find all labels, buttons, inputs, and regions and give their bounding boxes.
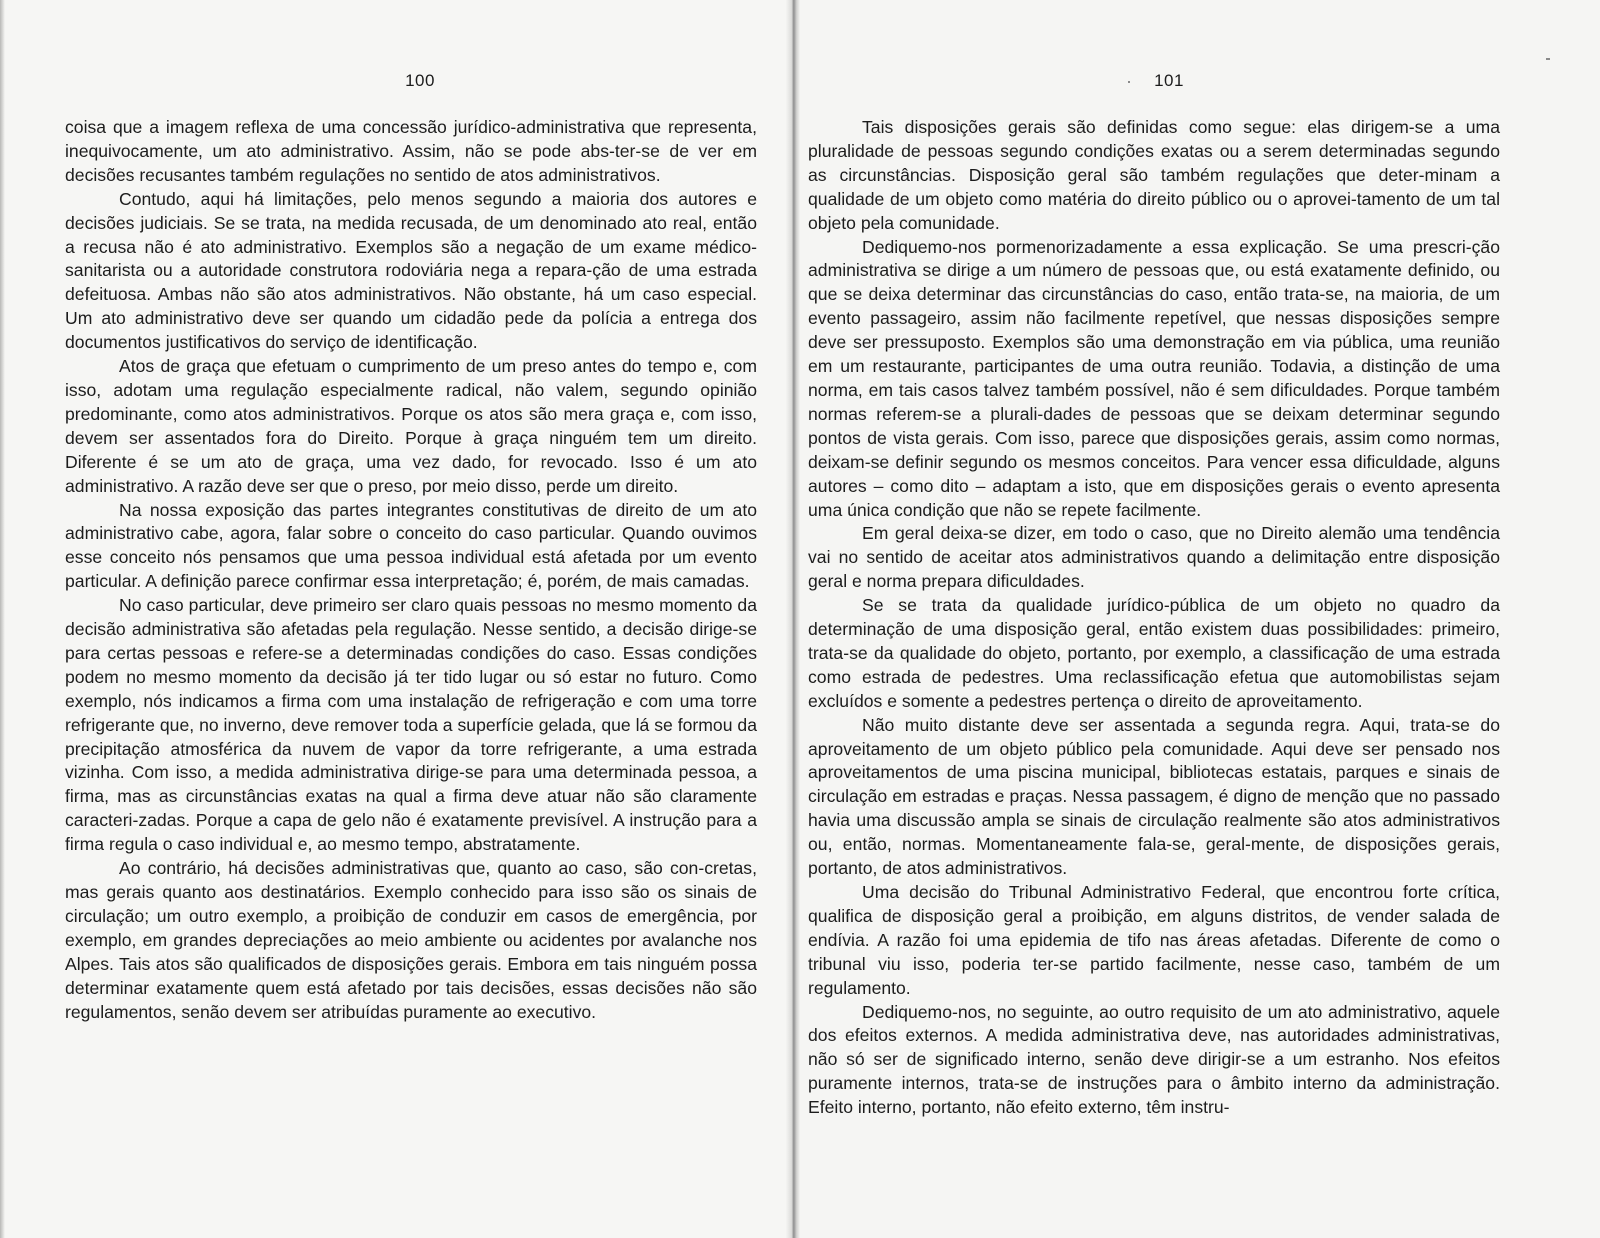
paragraph: No caso particular, deve primeiro ser claro quais pessoas no mesmo momento da decisão administrativa são afetadas pela regulação. Nesse sentido, a decisão dirige-se para certas pessoas e refere-se a determinadas condições do caso. Essas condições podem no mesmo momento da decisão já ter tido lugar ou só estar no futuro. Como exemplo, nós indicamos a firma com uma instalação de refrigeração e com uma torre refrigerante que, no inverno, deve remover toda a superfície gelada, que lá se formou da precipitação atmosférica da nuvem de vapor da torre refrigerante, a uma estrada vizinha. Com isso, a medida administrativa dirige-se para uma determinada pessoa, a firma, mas as circunstâncias exatas na qual a firma deve atuar não são claramente caracteri-zadas. Porque a capa de gelo não é exatamente previsível. A instrução para a firma regula o caso individual e, ao mesmo tempo, abstratamente.: [65, 595, 757, 855]
left-page-number: 100: [405, 71, 435, 90]
paragraph: Tais disposições gerais são definidas como segue: elas dirigem-se a uma pluralidade de pessoas segundo condições exatas ou a serem determinadas segundo as circunstâncias. Disposição geral são também regulações que deter-minam a qualidade de um objeto como matéria do direito público ou o aprovei-tamento de um tal objeto pela comunidade.: [808, 117, 1500, 233]
right-page-text: [808, 116, 1500, 1120]
scan-speck: [1546, 58, 1550, 60]
right-page-number: 101: [1154, 71, 1184, 90]
book-gutter: [786, 0, 800, 1238]
paragraph: Em geral deixa-se dizer, em todo o caso, que no Direito alemão uma tendência vai no sentido de aceitar atos administrativos quando a delimitação entre disposição geral e norma prepara dificuldades.: [808, 523, 1500, 592]
paragraph: Na nossa exposição das partes integrantes constitutivas de direito de um ato administrativo cabe, agora, falar sobre o conceito do caso particular. Quando ouvimos esse conceito nós pensamos que uma pessoa individual está afetada por um evento particular. A definição parece confirmar essa interpretação; é, porém, de mais camadas.: [65, 499, 757, 592]
paragraph: Uma decisão do Tribunal Administrativo Federal, que encontrou forte crítica, qualifica de disposição geral a proibição, em alguns distritos, de vender salada de endívia. A razão foi uma epidemia de tifo nas áreas afetadas. Diferente de como o tribunal viu isso, poderia ter-se partido facilmente, nesse caso, também de um regulamento.: [808, 882, 1500, 998]
paragraph: Se se trata da qualidade jurídico-pública de um objeto no quadro da determinação de uma disposição geral, então existem duas possibilidades: primeiro, trata-se da qualidade do objeto, portanto, por exemplo, a classificação de uma estrada como estrada de pedestres. Uma reclassificação efetua que automobilistas sejam excluídos e somente a pedestres pertença o direito de aproveitamento.: [808, 595, 1500, 711]
paragraph: Dediquemo-nos pormenorizadamente a essa explicação. Se uma prescri-ção administrativa se dirige a um número de pessoas que, ou está exatamente definido, ou que se deixa determinar das circunstâncias do caso, então trata-se, na maioria, de um evento passageiro, assim não facilmente repetível, que nessas disposições sempre deve ser pressuposto. Exemplos são uma demonstração em via pública, uma reunião em um restaurante, participantes de uma outra reunião. Todavia, a distinção de uma norma, em tais casos talvez também possível, não é sem dificuldades. Porque também normas referem-se a plurali-dades de pessoas que se deixam determinar segundo pontos de vista gerais. Com isso, parece que disposições gerais, assim como normas, deixam-se definir segundo os mesmos conceitos. Para vencer essa dificuldade, alguns autores – como dito – adaptam a isto, que em disposições gerais o evento apresenta uma única condição que não se repete facilmente.: [808, 236, 1500, 520]
paragraph: Contudo, aqui há limitações, pelo menos segundo a maioria dos autores e decisões judiciais. Se se trata, na medida recusada, de um denominado ato real, então a recusa não é ato administrativo. Exemplos são a negação de um exame médico-sanitarista ou a autoridade construtora rodoviária nega a repara-ção de uma estrada defeituosa. Ambas não são atos administrativos. Não obstante, há um caso especial. Um ato administrativo deve ser quando um cidadão pede da polícia a entrega dos documentos justificativos do serviço de identificação.: [65, 188, 757, 353]
paragraph: coisa que a imagem reflexa de uma concessão jurídico-administrativa que representa, inequivocamente, um ato administrativo. Assim, não se pode abs-ter-se de ver em decisões recusantes também regulações no sentido de atos administrativos.: [65, 117, 757, 185]
scan-speck: [1128, 81, 1130, 83]
paragraph: Ao contrário, há decisões administrativas que, quanto ao caso, são con-cretas, mas gerais quanto aos destinatários. Exemplo conhecido para isso são os sinais de circulação; um outro exemplo, a proibição de conduzir em casos de emergência, por exemplo, em grandes depreciações ao meio ambiente ou acidentes por avalanche nos Alpes. Tais atos são qualificados de disposições gerais. Embora em tais ninguém possa determinar exatamente quem está afetado por tais decisões, essas decisões não são regulamentos, senão devem ser atribuídas puramente ao executivo.: [65, 858, 757, 1022]
paragraph: Não muito distante deve ser assentada a segunda regra. Aqui, trata-se do aproveitamento de um objeto público pela comunidade. Aqui deve ser pensado nos aproveitamentos de uma piscina municipal, bibliotecas estatais, parques e sinais de circulação em estradas e praças. Nessa passagem, é digno de menção que no passado havia uma discussão ampla se sinais de circulação realmente são atos administrativos ou, então, normas. Momentaneamente fala-se, geral-mente, de disposições gerais, portanto, de atos administrativos.: [808, 714, 1500, 879]
left-page: [0, 0, 798, 1238]
paragraph: Dediquemo-nos, no seguinte, ao outro requisito de um ato administrativo, aquele dos efeitos externos. A medida administrativa deve, nas autoridades administrativas, não só ser de significado interno, senão deve dirigir-se a um estranho. Nos efeitos puramente internos, trata-se de instruções para o âmbito interno da administração. Efeito interno, portanto, não efeito externo, têm instru-: [808, 1001, 1500, 1118]
right-page: [798, 0, 1600, 1238]
page-edge-shadow: [0, 0, 5, 1238]
paragraph: Atos de graça que efetuam o cumprimento de um preso antes do tempo e, com isso, adotam uma regulação especialmente radical, não valem, segundo opinião predominante, como atos administrativos. Porque os atos são mera graça e, com isso, devem ser assentados fora do Direito. Porque à graça ninguém tem um direito. Diferente é se um ato de graça, uma vez dado, for revocado. Isso é um ato administrativo. A razão deve ser que o preso, por meio disso, perde um direito.: [65, 356, 757, 496]
left-page-text: [65, 116, 757, 1024]
